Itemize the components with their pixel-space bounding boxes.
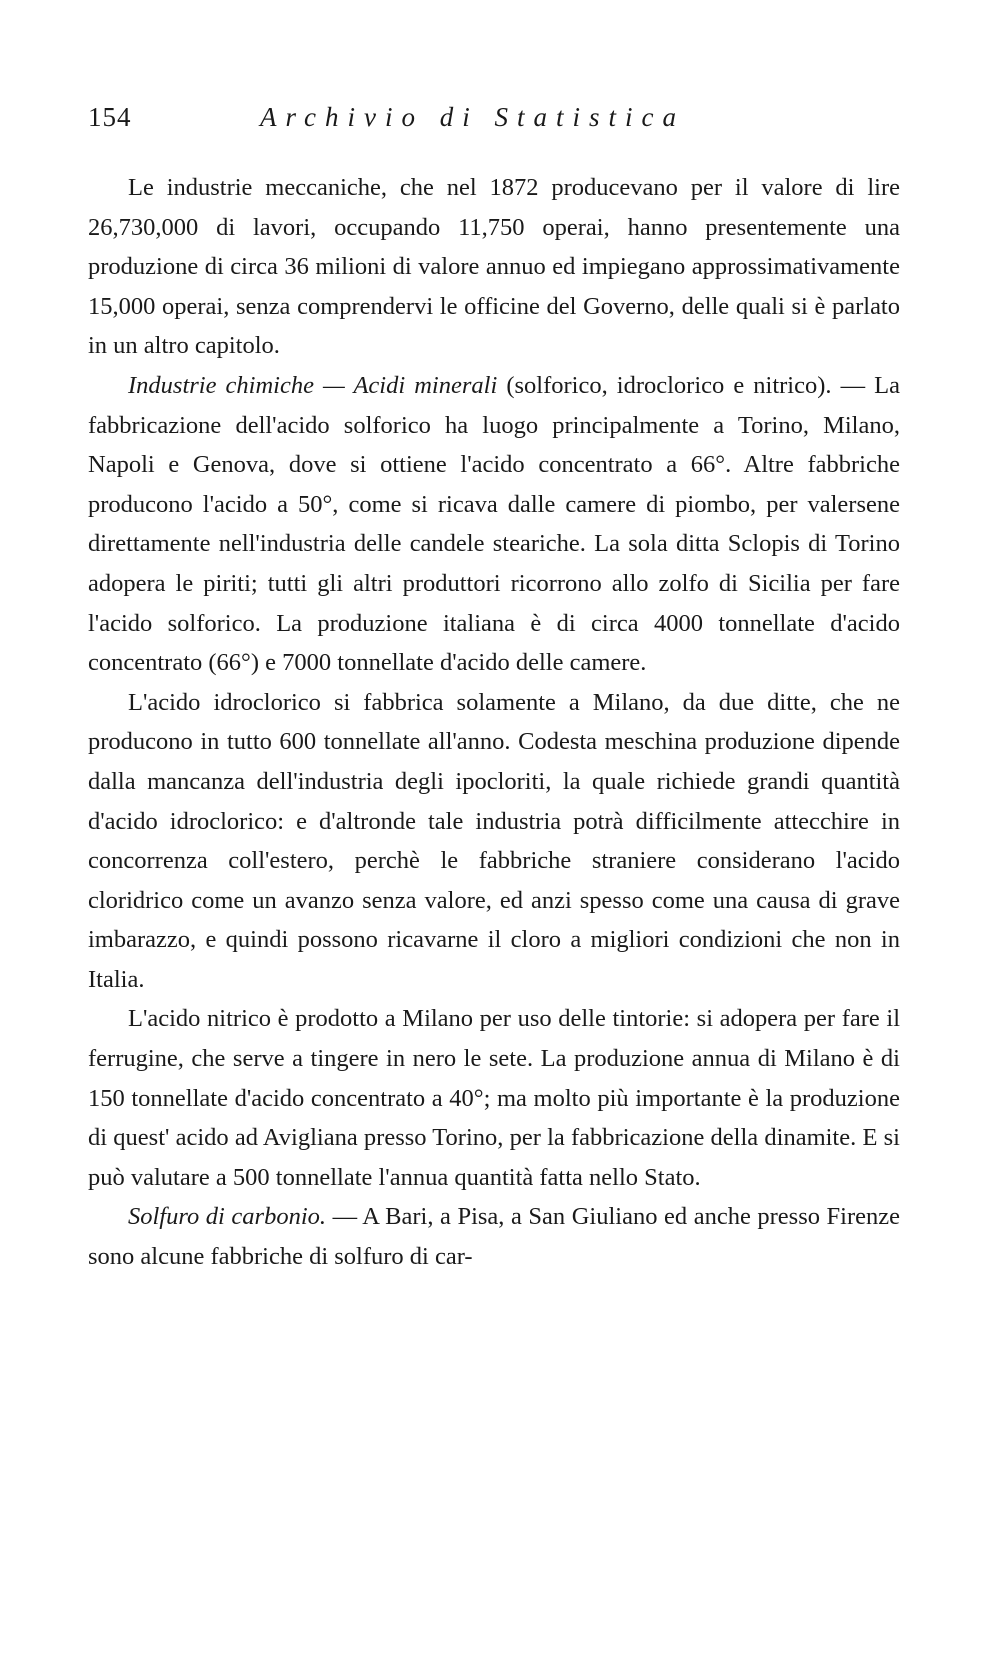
- paragraph-text: — A Bari, a Pisa, a San Giuliano ed anche presso Firenze sono alcune fabbriche di solfuro di car-: [88, 1203, 901, 1271]
- section-heading: Industrie chimiche — Acidi minerali: [128, 371, 498, 399]
- running-title: Archivio di Statistica: [260, 102, 685, 132]
- paragraph-solfuro-di-carbonio: [88, 1197, 900, 1276]
- body-text: [88, 168, 900, 1277]
- paragraph-industrie-chimiche: [88, 366, 900, 683]
- paragraph-text: (solforico, idroclorico e nitrico). — La fabbricazione dell'acido solforico ha luogo principalmente a Torino, Milano, Napoli e Genova, dove si ottiene l'acido concentrato a 66°. Altre fabbriche producono l'acido a 50°, come si ricava dalle camere di piombo, per valersene direttamente nell'industria delle candele steariche. La sola ditta Sclopis di Torino adopera le piriti; tutti gli altri produttori ricorrono allo zolfo di Sicilia per fare l'acido solforico. La produzione italiana è di circa 4000 tonnellate d'acido concentrato (66°) e 7000 tonnellate d'acido delle camere.: [88, 371, 901, 677]
- paragraph-acido-nitrico: [88, 999, 900, 1197]
- paragraph-text: L'acido idroclorico si fabbrica solamente a Milano, da due ditte, che ne producono in tutto 600 tonnellate all'anno. Codesta meschina produzione dipende dalla mancanza dell'industria degli ipocloriti, la quale richiede grandi quantità d'acido idroclorico: e d'altronde tale industria potrà difficilmente attecchire in concorrenza coll'estero, perchè le fabbriche straniere considerano l'acido cloridrico come un avanzo senza valore, ed anzi spesso come una causa di grave imbarazzo, e quindi possono ricavarne il cloro a migliori condizioni che non in Italia.: [88, 688, 900, 993]
- paragraph-industrie-meccaniche: [88, 168, 900, 366]
- paragraph-text: Le industrie meccaniche, che nel 1872 producevano per il valore di lire 26,730,000 di lavori, occupando 11,750 operai, hanno presentemente una produzione di circa 36 milioni di valore annuo ed impiegano approssimativamente 15,000 operai, senza comprendervi le officine del Governo, delle quali si è parlato in un altro capitolo.: [88, 174, 900, 360]
- paragraph-acido-idroclorico: [88, 683, 900, 1000]
- section-heading: Solfuro di carbonio.: [128, 1203, 327, 1231]
- running-head: [88, 102, 908, 142]
- paragraph-text: L'acido nitrico è prodotto a Milano per uso delle tintorie: si adopera per fare il ferrugine, che serve a tingere in nero le sete. La produzione annua di Milano è di 150 tonnellate d'acido concentrato a 40°; ma molto più importante è la produzione di quest' acido ad Avigliana presso Torino, per la fabbricazione della dinamite. E si può valutare a 500 tonnellate l'annua quantità fatta nello Stato.: [88, 1005, 900, 1191]
- page-number: 154: [88, 102, 132, 132]
